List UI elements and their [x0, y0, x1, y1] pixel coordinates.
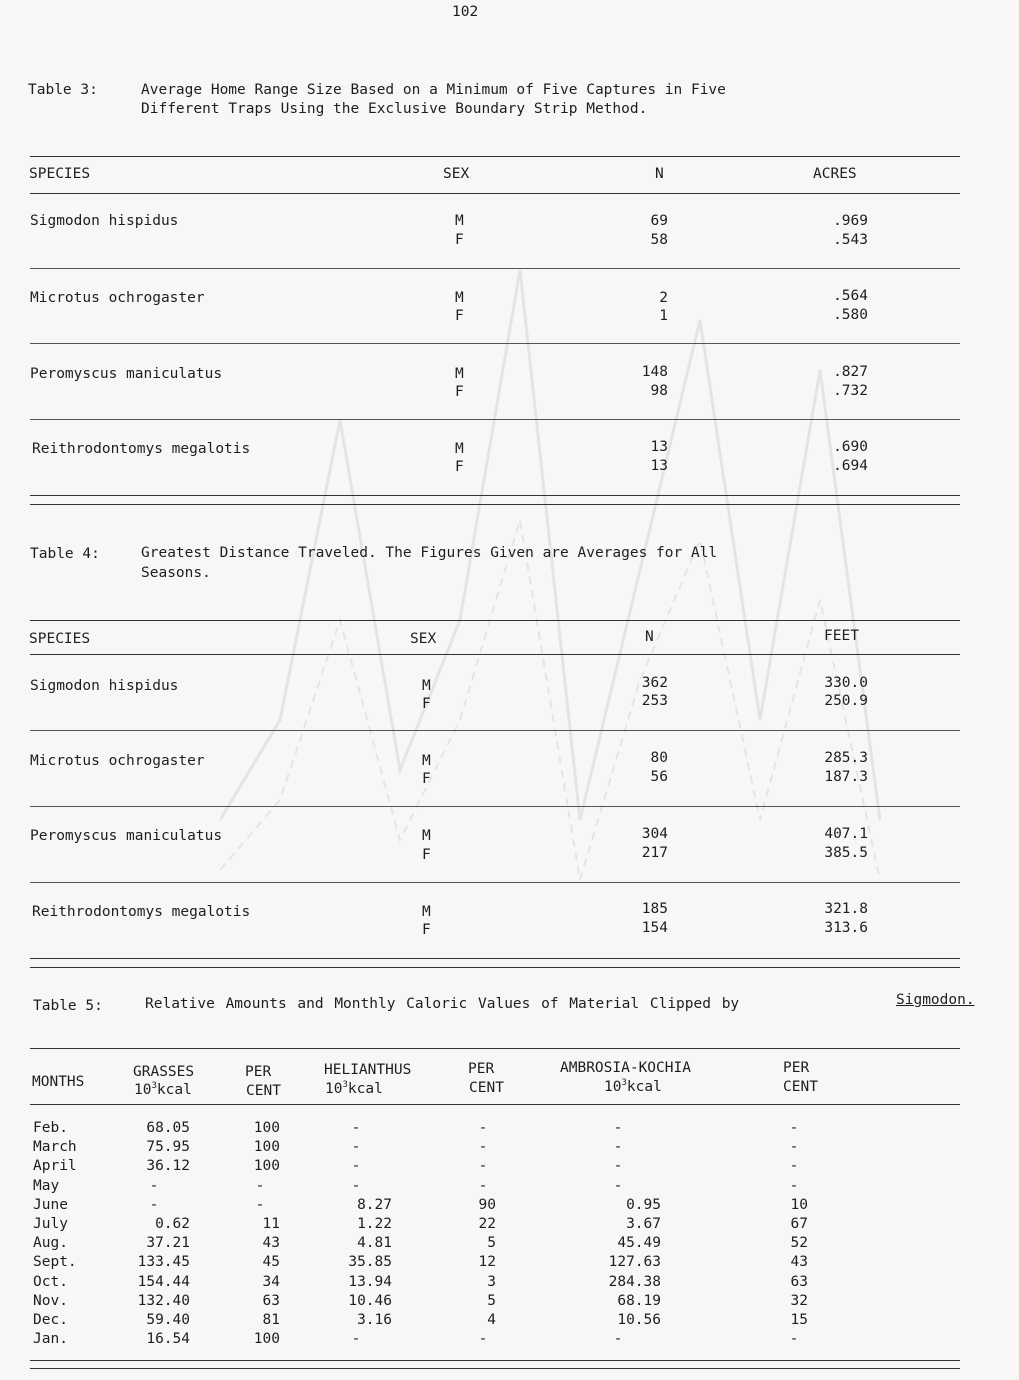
table-5-header-per: PER	[245, 1064, 272, 1080]
table-5-month: March	[33, 1139, 77, 1156]
table-5-ambrosia-kochia-kcal: -	[613, 1331, 623, 1348]
table-5-helianthus-percent: -	[478, 1139, 488, 1156]
table-3-header-n: N	[655, 166, 664, 182]
table-5-grasses-percent: 100	[253, 1331, 280, 1348]
table-5-top-rule	[30, 1048, 960, 1049]
table-4-species: Sigmodon hispidus	[30, 678, 179, 694]
table-3-species: Sigmodon hispidus	[30, 213, 179, 229]
table-3-n: 1	[659, 308, 668, 324]
table-5-caption-genus: Sigmodon.	[896, 992, 975, 1008]
table-5-helianthus-kcal: 4.81	[357, 1235, 392, 1252]
table-5-helianthus-percent: -	[478, 1177, 488, 1194]
table-3-sex: F	[455, 384, 464, 400]
table-5-helianthus-kcal: -	[351, 1331, 361, 1348]
table-3-species: Microtus ochrogaster	[30, 290, 205, 306]
table-5-ambrosia-kochia-percent: 43	[790, 1254, 808, 1271]
table-5-grasses-kcal: 36.12	[146, 1158, 190, 1175]
table-3-n: 98	[650, 383, 668, 399]
table-5-helianthus-kcal: 35.85	[348, 1254, 392, 1271]
table-5-ambrosia-kochia-percent: 10	[790, 1196, 808, 1213]
table-5-grasses-percent: 45	[262, 1254, 280, 1271]
table-3-value: .580	[833, 307, 868, 323]
table-5-header-grasses-unit: $10^3kcal$	[134, 1081, 192, 1098]
table-5-grasses-percent: -	[255, 1177, 265, 1194]
table-3-sex: M	[455, 441, 464, 457]
table-5-ambrosia-kochia-kcal: 68.19	[617, 1292, 661, 1309]
table-5-month: Dec.	[33, 1312, 68, 1328]
table-5-ambrosia-kochia-kcal: -	[613, 1177, 623, 1194]
table-4-value: 313.6	[824, 920, 868, 936]
table-5-helianthus-percent: 22	[478, 1216, 496, 1232]
table-4-header-species: SPECIES	[29, 631, 91, 647]
table-3-n: 58	[650, 232, 668, 248]
table-4-n: 80	[650, 750, 668, 766]
table-3-n: 13	[650, 458, 668, 474]
table-5-bottom-rule	[30, 1360, 960, 1361]
table-5-caption: Relative Amounts and Monthly Caloric Values of Material Clipped by	[145, 996, 740, 1012]
table-3-species: Reithrodontomys megalotis	[32, 441, 251, 457]
table-5-month: Oct.	[33, 1273, 68, 1290]
table-5-ambrosia-kochia-percent: 52	[790, 1235, 808, 1252]
table-4-value: 407.1	[824, 826, 868, 842]
table-5-ambrosia-kochia-kcal: 0.95	[626, 1196, 661, 1213]
table-5-helianthus-kcal: -	[351, 1139, 361, 1156]
table-3-value: .690	[833, 439, 868, 455]
table-3-row-rule	[30, 419, 960, 420]
table-3-value: .732	[833, 383, 868, 399]
table-4-sex: M	[422, 904, 431, 920]
table-4-value: 250.9	[824, 693, 868, 709]
table-5-ambrosia-kochia-kcal: -	[613, 1139, 623, 1156]
table-4-n: 185	[641, 901, 668, 917]
table-5-month: Feb.	[33, 1120, 68, 1136]
table-5-header-cent: CENT	[469, 1080, 504, 1096]
table-5-helianthus-percent: 5	[487, 1292, 496, 1309]
table-5-grasses-kcal: 16.54	[146, 1331, 190, 1348]
table-5-month: Aug.	[33, 1235, 68, 1252]
table-5-ambrosia-kochia-kcal: -	[613, 1120, 623, 1136]
table-5-ambrosia-kochia-kcal: 284.38	[608, 1273, 661, 1290]
table-3-caption-line2: Different Traps Using the Exclusive Boundary Strip Method.	[141, 101, 648, 117]
table-5-ambrosia-kochia-kcal: 127.63	[608, 1254, 661, 1271]
table-5-grasses-percent: 11	[262, 1216, 280, 1232]
table-3-sex: F	[455, 232, 464, 248]
table-3-species: Peromyscus maniculatus	[30, 366, 223, 382]
table-5-header-ambrosia-unit: $10^3kcal$	[604, 1078, 662, 1095]
table-5-helianthus-percent: 12	[478, 1254, 496, 1271]
table-5-helianthus-kcal: 8.27	[357, 1196, 392, 1213]
table-5-month: Jan.	[33, 1331, 68, 1348]
table-4-species: Peromyscus maniculatus	[30, 828, 223, 844]
table-5-grasses-kcal: 75.95	[146, 1139, 190, 1156]
table-5-ambrosia-kochia-percent: -	[789, 1331, 799, 1348]
table-5-helianthus-percent: 3	[487, 1273, 496, 1290]
table-5-ambrosia-kochia-percent: 15	[790, 1312, 808, 1328]
table-5-ambrosia-kochia-kcal: 45.49	[617, 1235, 661, 1252]
table-4-value: 187.3	[824, 769, 868, 785]
table-4-value: 285.3	[824, 750, 868, 766]
table-4-sex: F	[422, 696, 431, 712]
table-4-value: 321.8	[824, 901, 868, 917]
table-5-month: May	[33, 1177, 60, 1194]
table-3-sex: F	[455, 308, 464, 324]
table-4-sex: M	[422, 753, 431, 769]
table-5-header-rule	[30, 1104, 960, 1105]
table-3-sex: F	[455, 459, 464, 475]
table-4-caption-line1: Greatest Distance Traveled. The Figures Given are Averages for All	[141, 545, 718, 561]
table-4-sex: M	[422, 678, 431, 694]
page-number: 102	[452, 4, 479, 20]
table-4-sex: M	[422, 828, 431, 844]
table-5-header-per: PER	[468, 1061, 495, 1077]
table-5-grasses-kcal: 59.40	[146, 1312, 190, 1328]
table-5-grasses-percent: 100	[253, 1158, 280, 1175]
table-5-helianthus-percent: -	[478, 1158, 488, 1175]
table-3-header-species: SPECIES	[29, 166, 91, 182]
table-3-caption-line1: Average Home Range Size Based on a Minimum of Five Captures in Five	[141, 82, 726, 98]
table-4-species: Microtus ochrogaster	[30, 753, 205, 769]
table-5-month: April	[33, 1158, 77, 1175]
table-5-grasses-kcal: -	[149, 1177, 159, 1194]
table-3-sex: M	[455, 290, 464, 306]
table-5-helianthus-kcal: 1.22	[357, 1216, 392, 1232]
table-4-row-rule	[30, 806, 960, 807]
table-5-ambrosia-kochia-kcal: 10.56	[617, 1312, 661, 1328]
table-5-month: Sept.	[33, 1254, 77, 1271]
table-5-grasses-percent: 43	[262, 1235, 280, 1252]
table-5-header-ambrosia-kochia: AMBROSIA-KOCHIA	[560, 1060, 691, 1076]
table-5-helianthus-percent: 4	[487, 1312, 496, 1328]
table-5-helianthus-percent: -	[478, 1120, 488, 1136]
table-5-ambrosia-kochia-percent: -	[789, 1139, 799, 1156]
table-3-row-rule	[30, 343, 960, 344]
table-3-value: .694	[833, 458, 868, 474]
table-3-value: .827	[833, 364, 868, 380]
table-5-ambrosia-kochia-kcal: 3.67	[626, 1216, 661, 1232]
table-3-row-rule	[30, 268, 960, 269]
table-3-top-rule	[30, 156, 960, 157]
table-4-value: 385.5	[824, 845, 868, 861]
table-5-label: Table 5:	[33, 998, 103, 1014]
table-5-helianthus-percent: -	[478, 1331, 488, 1348]
table-3-header-rule	[30, 193, 960, 194]
table-4-sex: F	[422, 922, 431, 938]
table-5-ambrosia-kochia-percent: -	[789, 1120, 799, 1136]
table-4-top-rule	[30, 620, 960, 621]
table-5-grasses-percent: 100	[253, 1139, 280, 1156]
table-4-sex: F	[422, 847, 431, 863]
table-5-grasses-kcal: 0.62	[155, 1216, 190, 1232]
table-5-header-cent: CENT	[783, 1079, 818, 1095]
table-3-label: Table 3:	[28, 82, 98, 98]
table-5-ambrosia-kochia-kcal: -	[613, 1158, 623, 1175]
table-4-header-rule	[30, 654, 960, 655]
table-3-value: .543	[833, 232, 868, 248]
table-5-grasses-kcal: 37.21	[146, 1235, 190, 1252]
table-3-n: 13	[650, 439, 668, 455]
table-4-n: 154	[641, 920, 668, 936]
table-4-n: 253	[641, 693, 668, 709]
table-5-month: June	[33, 1196, 68, 1213]
table-5-helianthus-kcal: 3.16	[357, 1312, 392, 1328]
table-4-sex: F	[422, 771, 431, 787]
table-3-n: 148	[641, 364, 668, 380]
table-3-n: 69	[650, 213, 668, 229]
bleed-through-figure	[220, 120, 920, 1020]
table-4-species: Reithrodontomys megalotis	[32, 904, 251, 920]
table-3-bottom-rule-2	[30, 504, 960, 505]
table-5-grasses-kcal: 132.40	[137, 1292, 190, 1309]
table-5-ambrosia-kochia-percent: 32	[790, 1292, 808, 1309]
table-4-bottom-rule	[30, 958, 960, 959]
table-4-bottom-rule-2	[30, 967, 960, 968]
table-3-header-sex: SEX	[443, 166, 470, 182]
table-3-sex: M	[455, 213, 464, 229]
table-4-header-n: N	[645, 629, 654, 645]
table-5-grasses-kcal: 133.45	[137, 1254, 190, 1271]
table-5-bottom-rule-2	[30, 1368, 960, 1369]
table-5-helianthus-kcal: -	[351, 1120, 361, 1136]
table-3-value: .564	[833, 288, 868, 304]
table-5-header-per: PER	[783, 1060, 810, 1076]
table-4-value: 330.0	[824, 675, 868, 691]
table-4-n: 217	[641, 845, 668, 861]
table-3-bottom-rule	[30, 495, 960, 496]
table-4-n: 362	[641, 675, 668, 691]
table-5-grasses-percent: 34	[262, 1273, 280, 1290]
table-3-value: .969	[833, 213, 868, 229]
table-5-helianthus-kcal: -	[351, 1177, 361, 1194]
table-5-ambrosia-kochia-percent: -	[789, 1158, 799, 1175]
table-5-header-grasses: GRASSES	[133, 1064, 195, 1080]
table-3-sex: M	[455, 366, 464, 382]
table-5-grasses-kcal: 68.05	[146, 1120, 190, 1136]
table-5-grasses-percent: -	[255, 1196, 265, 1213]
table-5-helianthus-kcal: -	[351, 1158, 361, 1175]
table-5-ambrosia-kochia-percent: -	[789, 1177, 799, 1194]
table-5-ambrosia-kochia-percent: 67	[790, 1216, 808, 1232]
table-5-grasses-percent: 100	[253, 1120, 280, 1136]
table-5-helianthus-percent: 90	[478, 1196, 496, 1213]
table-4-label: Table 4:	[30, 546, 100, 562]
table-4-row-rule	[30, 730, 960, 731]
table-5-header-cent: CENT	[246, 1083, 281, 1099]
table-5-helianthus-kcal: 10.46	[348, 1292, 392, 1309]
table-5-header-months: MONTHS	[32, 1074, 85, 1090]
table-5-grasses-percent: 81	[262, 1312, 280, 1328]
table-5-grasses-kcal: 154.44	[137, 1273, 190, 1290]
table-5-header-helianthus-unit: $10^3kcal$	[325, 1080, 383, 1097]
table-5-month: Nov.	[33, 1292, 68, 1309]
table-3-n: 2	[659, 290, 668, 306]
table-5-helianthus-kcal: 13.94	[348, 1273, 392, 1290]
table-4-header-feet: FEET	[824, 628, 859, 644]
table-5-helianthus-percent: 5	[487, 1235, 496, 1252]
table-4-n: 304	[641, 826, 668, 842]
table-5-header-helianthus: HELIANTHUS	[324, 1062, 412, 1078]
table-4-caption-line2: Seasons.	[141, 565, 211, 581]
table-4-n: 56	[650, 769, 668, 785]
table-4-row-rule	[30, 882, 960, 883]
table-5-month: July	[33, 1216, 68, 1232]
table-5-grasses-percent: 63	[262, 1292, 280, 1309]
table-4-header-sex: SEX	[410, 631, 437, 647]
table-5-ambrosia-kochia-percent: 63	[790, 1273, 808, 1290]
table-3-header-acres: ACRES	[813, 166, 857, 182]
table-5-grasses-kcal: -	[149, 1196, 159, 1213]
